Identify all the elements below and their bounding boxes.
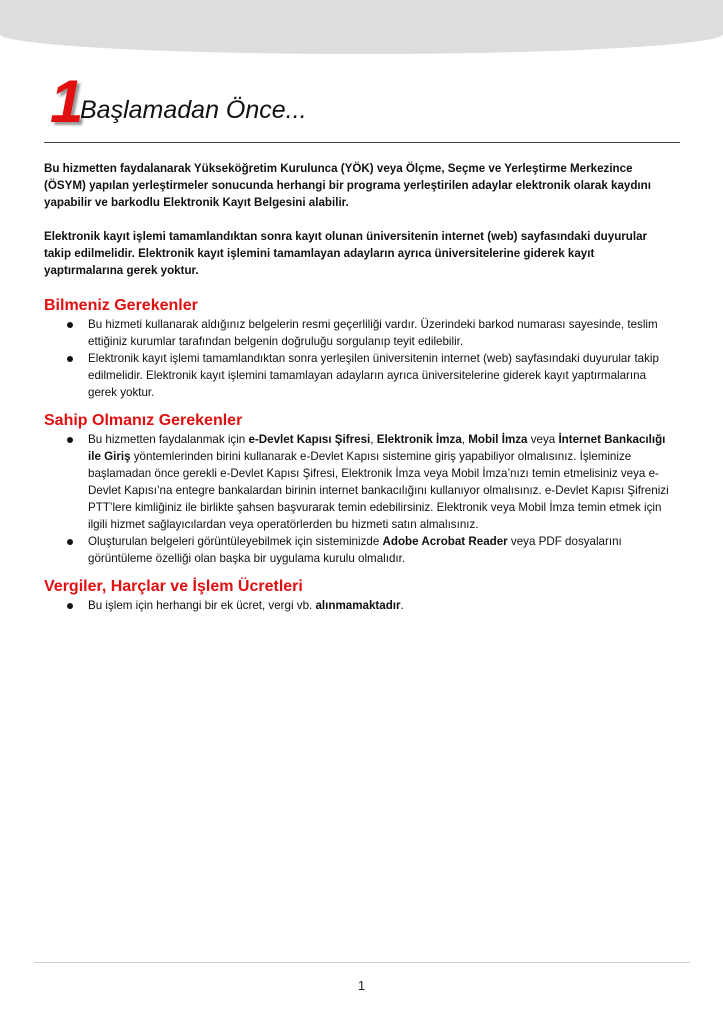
bold-run: Elektronik İmza: [376, 433, 462, 446]
text-run: ,: [461, 433, 469, 446]
text-run: veya: [527, 433, 559, 446]
list-item: [44, 533, 676, 567]
list-item-text: Elektronik kayıt işlemi tamamlandıktan sonra yerleşilen üniversitenin internet (web) sayfasındaki duyurular takip edilmelidir. Elektronik kayıt işlemini tamamlayan adayların ayrıca üniversitelerine giderek kayıt yaptırmalarına gerek yoktur.: [88, 352, 659, 399]
text-run: .: [400, 599, 404, 612]
bold-run: Adobe Acrobat Reader: [382, 535, 508, 548]
bold-run: alınmamaktadır: [315, 599, 401, 612]
list-item-text: Bu hizmeti kullanarak aldığınız belgelerin resmi geçerliliği vardır. Üzerindeki barkod numarası sayesinde, teslim ettiğiniz kurumlar tarafından belgenin doğruluğu sorgulanıp teyit edilebilir.: [88, 318, 658, 348]
section-heading-vergiler: Vergiler, Harçlar ve İşlem Ücretleri: [44, 578, 303, 595]
chapter-number: 1: [50, 68, 84, 135]
bullet-icon: [67, 356, 73, 362]
bold-run: İnternet Bankacılığı ile Giriş: [88, 433, 666, 463]
bullet-icon: [67, 437, 73, 443]
bullet-list: [44, 597, 676, 614]
section-heading-bilmeniz: Bilmeniz Gerekenler: [44, 297, 198, 314]
intro-paragraph: Elektronik kayıt işlemi tamamlandıktan sonra kayıt olunan üniversitenin internet (web) sayfasındaki duyurular takip edilmelidir. Elektronik kayıt işlemini tamamlayan adayların ayrıca üniversitelerine giderek kayıt yaptırmalarına gerek yoktur.: [44, 230, 648, 277]
text-run: veya PDF dosyalarını görüntüleme özelliği olan başka bir uygulama kurulu olmalıdır.: [88, 535, 622, 565]
list-item: [44, 316, 676, 350]
chapter-title: Başlamadan Önce...: [80, 96, 307, 124]
bullet-icon: [67, 322, 73, 328]
text-run: Oluşturulan belgeleri görüntüleyebilmek için sisteminizde: [88, 535, 383, 548]
chapter-heading: [44, 68, 680, 143]
intro-paragraph: Bu hizmetten faydalanarak Yükseköğretim Kurulunca (YÖK) veya Ölçme, Seçme ve Yerleştirme Merkezince (ÖSYM) yapılan yerleştirmeler sonucunda herhangi bir programa yerleştirilen adaylar elektronik olarak kaydını yapabilir ve barkodlu Elektronik Kayıt Belgesini alabilir.: [44, 162, 651, 209]
list-item: [44, 350, 676, 401]
footer-divider: [34, 962, 690, 963]
text-run: Bu hizmetten faydalanmak için: [88, 433, 249, 446]
header-band: [0, 0, 723, 54]
bullet-list: [44, 316, 676, 401]
bullet-icon: [67, 603, 73, 609]
document-body: [44, 160, 676, 614]
page-number: 1: [357, 978, 366, 993]
section-heading-sahip: Sahip Olmanız Gerekenler: [44, 412, 243, 429]
list-item: [44, 597, 676, 614]
list-item: [44, 431, 676, 533]
text-run: Bu işlem için herhangi bir ek ücret, vergi vb.: [88, 599, 316, 612]
text-run: ,: [370, 433, 377, 446]
bold-run: e-Devlet Kapısı Şifresi: [248, 433, 371, 446]
bullet-list: [44, 431, 676, 567]
bullet-icon: [67, 539, 73, 545]
text-run: yöntemlerinden birini kullanarak e-Devlet Kapısı sistemine giriş yapabiliyor olmalısınız. İşleminize başlamadan önce gerekli e-Devlet Kapısı Şifresi, Elektronik İmza veya Mobil İmza’nızı temin etmelisiniz veya e-Devlet Kapısı’na entegre bankalardan birinin internet bankacılığını kullanıyor olmalısınız. e-Devlet Kapısı Şifrenizi PTT’lere kimliğiniz ile birlikte şahsen başvurarak temin edebilirsiniz. Elektronik veya Mobil İmza temin etmek için ilgili hizmet sağlayıcılardan veya operatörlerden bu hizmeti satın almalısınız.: [88, 450, 669, 531]
bold-run: Mobil İmza: [468, 433, 528, 446]
